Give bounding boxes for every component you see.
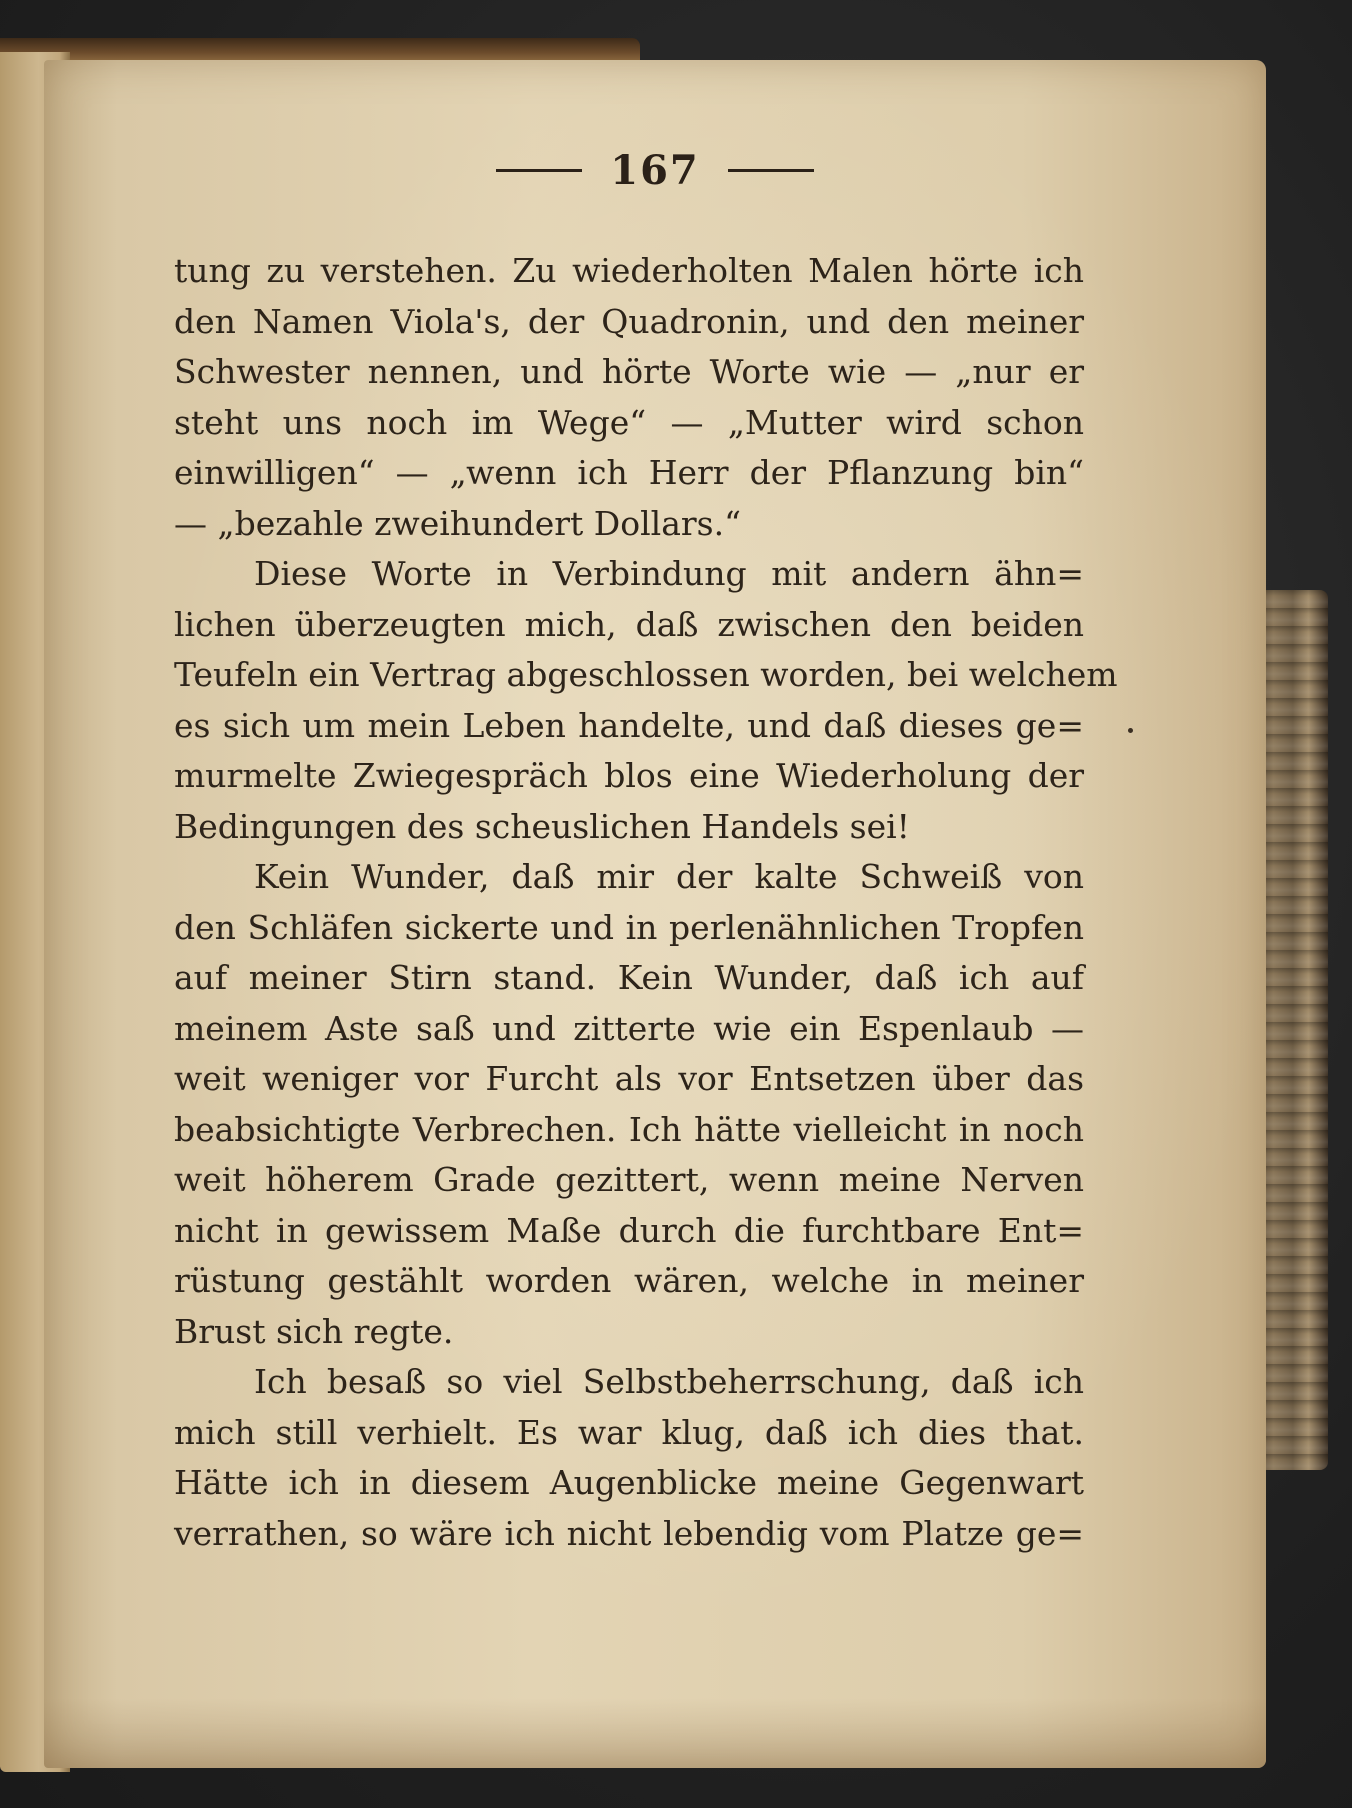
text-line: Hätte ich in diesem Augenblicke meine Gegenwart [174, 1463, 1084, 1502]
body-text [174, 246, 1118, 1559]
text-line: Kein Wunder, daß mir der kalte Schweiß von [254, 857, 1084, 896]
header-rule-left [496, 169, 582, 172]
text-line: Ich besaß so viel Selbstbeherrschung, daß ich [254, 1362, 1084, 1401]
text-line: rüstung gestählt worden wären, welche in meiner [174, 1261, 1084, 1300]
text-line: weit weniger vor Furcht als vor Entsetzen über das [174, 1059, 1084, 1098]
text-line: Teufeln ein Vertrag abgeschlossen worden, bei welchem [174, 655, 1118, 694]
text-line: es sich um mein Leben handelte, und daß dieses ge= [174, 705, 1084, 745]
text-line: mich still verhielt. Es war klug, daß ich dies that. [174, 1412, 1084, 1452]
page-number: 167 [610, 146, 700, 194]
text-line: auf meiner Stirn stand. Kein Wunder, daß ich auf [174, 958, 1084, 997]
text-line: den Schläfen sickerte und in perlenähnlichen Tropfen [174, 907, 1084, 947]
text-line: Schwester nennen, und hörte Worte wie — „nur er [174, 352, 1084, 391]
text-line: murmelte Zwiegespräch blos eine Wiederholung der [174, 756, 1084, 795]
text-line: weit höherem Grade gezittert, wenn meine Nerven [174, 1160, 1084, 1199]
text-line: lichen überzeugten mich, daß zwischen den beiden [174, 604, 1084, 644]
text-line: — „bezahle zweihundert Dollars.“ [174, 503, 741, 543]
text-line: Brust sich regte. [174, 1311, 454, 1351]
ink-speck [1128, 728, 1133, 733]
text-line: beabsichtigte Verbrechen. Ich hätte vielleicht in noch [174, 1109, 1084, 1149]
text-line: den Namen Viola's, der Quadronin, und den meiner [174, 301, 1084, 341]
text-line: tung zu verstehen. Zu wiederholten Malen hörte ich [174, 251, 1084, 290]
text-line: einwilligen“ — „wenn ich Herr der Pflanzung bin“ [174, 453, 1084, 492]
text-line: nicht in gewissem Maße durch die furchtbare Ent= [174, 1210, 1084, 1250]
text-line: verrathen, so wäre ich nicht lebendig vom Platze ge= [174, 1513, 1084, 1553]
text-line: Bedingungen des scheuslichen Handels sei! [174, 806, 910, 846]
page-header [44, 140, 1266, 200]
text-line: Diese Worte in Verbindung mit andern ähn= [254, 554, 1084, 593]
header-rule-right [728, 169, 814, 172]
book-page [44, 60, 1266, 1768]
text-line: meinem Aste saß und zitterte wie ein Espenlaub — [174, 1008, 1084, 1048]
book-cover-edge [0, 38, 640, 62]
text-line: steht uns noch im Wege“ — „Mutter wird schon [174, 402, 1084, 442]
